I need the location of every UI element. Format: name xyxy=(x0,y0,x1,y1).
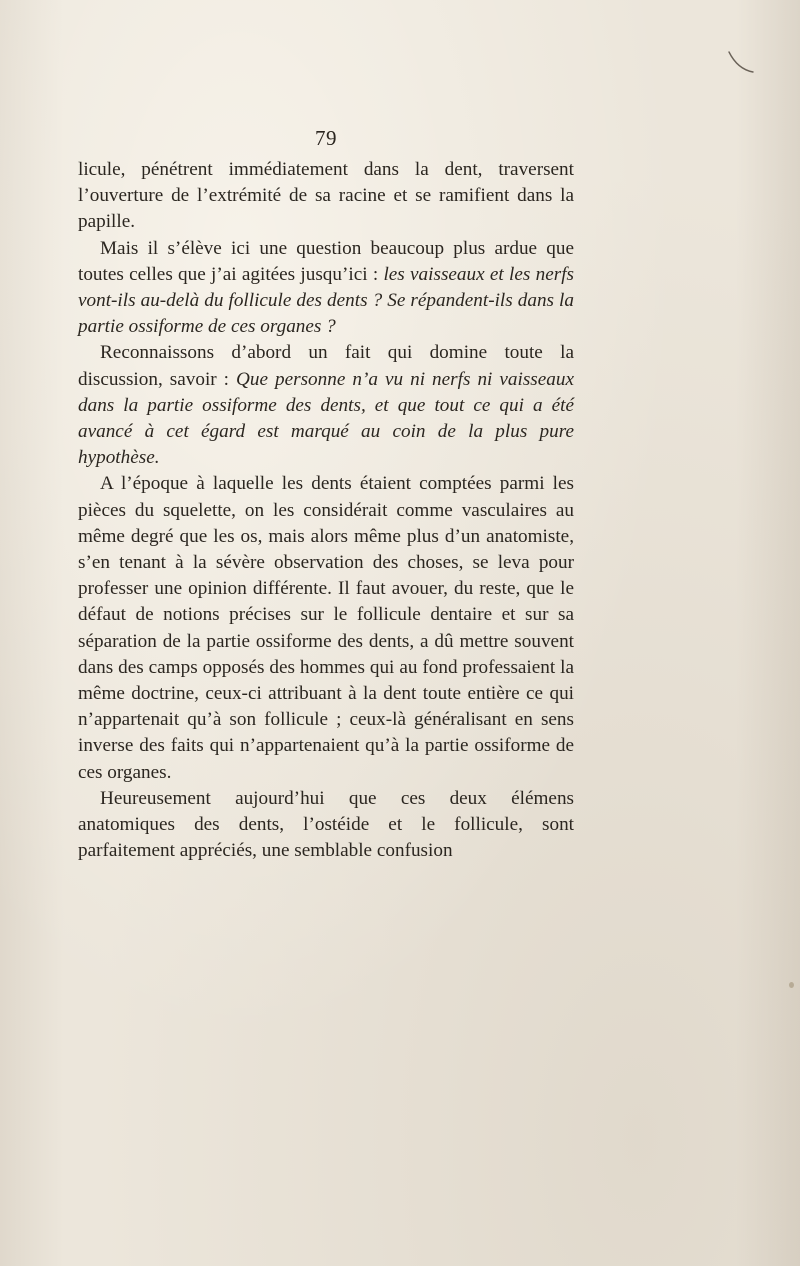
book-page xyxy=(78,126,574,864)
paragraph-text: A l’époque à laquelle les dents étaient comptées parmi les pièces du squelette, on les considérait comme vasculaires au même degré que les os, mais alors même plus d’un anatomiste, s’en tenant à la sévère observation des choses, se leva pour professer une opinion différente. Il faut avouer, du reste, que le défaut de notions précises sur le follicule dentaire et sur sa séparation de la partie ossiforme des dents, a dû mettre souvent dans des camps opposés des hommes qui au fond professaient la même doctrine, ceux-ci attribuant à la dent toute entière ce qui n’appartenait qu’à son follicule ; ceux-là généralisant en sens inverse des faits qui n’appartenaient qu’à la partie ossiforme de ces organes. xyxy=(78,473,574,783)
paragraph-5 xyxy=(78,786,574,865)
paragraph-3 xyxy=(78,340,574,471)
ink-stroke-mark xyxy=(726,48,756,78)
paragraph-text: licule, pénétrent immédiatement dans la dent, traversent l’ouverture de l’extrémité de sa racine et se ramifient dans la papille. xyxy=(78,159,574,233)
page-number: 79 xyxy=(315,126,337,150)
paragraph-italic-text: Que personne n’a vu ni nerfs ni vaisseaux dans la partie ossiforme des dents, et que tout ce qui a été avancé à cet égard est marqué au coin de la plus pure hypothèse. xyxy=(78,368,574,469)
paragraph-text: Reconnaissons d’abord un fait qui domine toute la discussion, savoir : xyxy=(78,342,574,390)
paragraph-2 xyxy=(78,236,574,341)
paper-spot xyxy=(789,982,794,988)
paragraph-1 xyxy=(78,157,574,236)
paragraph-text: Mais il s’élève ici une question beaucoup plus ardue que toutes celles que j’ai agitées jusqu’ici : xyxy=(78,237,574,285)
paragraph-italic-text: les vaisseaux et les nerfs vont-ils au-delà du follicule des dents ? Se répandent-ils dans la partie ossiforme de ces organes ? xyxy=(78,263,574,338)
paragraph-4 xyxy=(78,471,574,785)
paragraph-text: Heureusement aujourd’hui que ces deux élémens anatomiques des dents, l’ostéide et le follicule, sont parfaitement appréciés, une semblable confusion xyxy=(78,787,574,862)
